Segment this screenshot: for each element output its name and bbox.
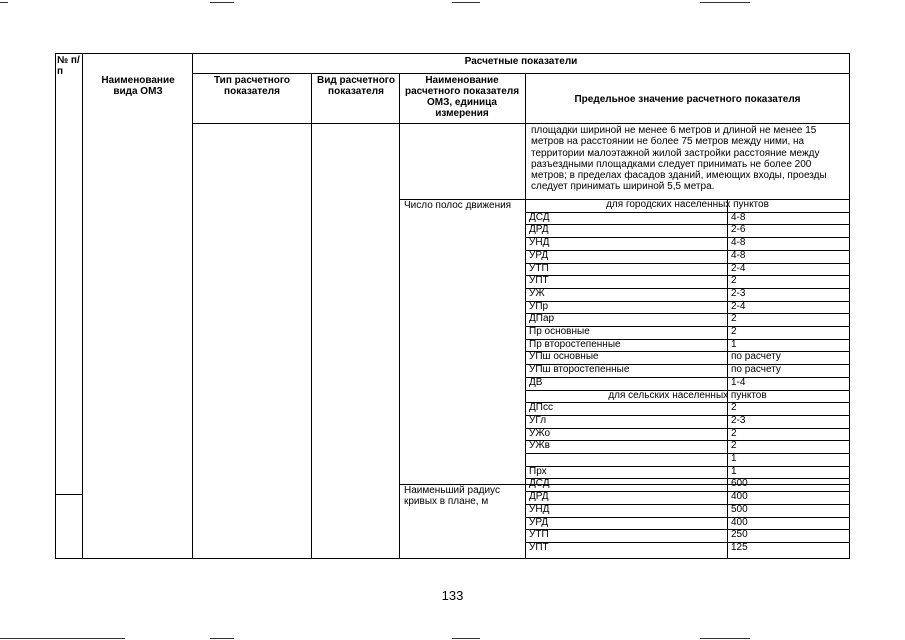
row-name: УНД bbox=[529, 237, 550, 249]
row-divider bbox=[525, 402, 850, 403]
row-value: 2-3 bbox=[731, 287, 746, 299]
row-divider bbox=[525, 466, 850, 467]
row-value: 4-8 bbox=[731, 237, 746, 249]
header-kind: Вид расчетного показателя bbox=[317, 75, 395, 97]
rural-title: для сельских населенных пунктов bbox=[608, 389, 767, 401]
row-divider bbox=[525, 517, 850, 518]
row-name: УПш основные bbox=[529, 351, 599, 363]
scan-edge-line bbox=[0, 638, 125, 639]
row-value: 500 bbox=[731, 503, 748, 515]
row-value: 2-4 bbox=[731, 300, 746, 312]
scan-edge-line bbox=[700, 2, 750, 3]
row-name: Прх bbox=[529, 465, 547, 477]
row-value: 400 bbox=[731, 491, 748, 503]
row-value: 2-4 bbox=[731, 262, 746, 274]
scan-edge-line bbox=[700, 638, 750, 639]
scan-edge-line bbox=[0, 2, 8, 3]
row-name: УЖ bbox=[529, 287, 545, 299]
row-divider bbox=[525, 250, 850, 251]
row-name: Пр основные bbox=[529, 326, 590, 337]
row-value: 2-3 bbox=[731, 414, 746, 426]
row-divider bbox=[525, 478, 850, 479]
row-divider bbox=[525, 313, 850, 314]
row-value: 4-8 bbox=[731, 211, 746, 223]
row-divider bbox=[525, 453, 850, 454]
row-value: 400 bbox=[731, 516, 748, 528]
row-name: УГл bbox=[529, 414, 547, 426]
row-divider bbox=[525, 212, 850, 213]
row-value: 2-6 bbox=[731, 224, 746, 236]
column-divider bbox=[311, 73, 312, 559]
row-name: ДРД bbox=[529, 224, 549, 236]
row-name: УПр bbox=[529, 300, 549, 312]
row-name: УЖо bbox=[529, 427, 551, 439]
row-value: 1 bbox=[731, 338, 737, 350]
column-divider bbox=[82, 53, 83, 559]
row-value: 1 bbox=[731, 465, 737, 477]
row-name: УРД bbox=[529, 516, 549, 528]
scan-edge-line bbox=[452, 2, 480, 3]
row-name: ДПар bbox=[529, 313, 555, 325]
row-name: УЖв bbox=[529, 440, 550, 452]
lanes-label: Число полос движения bbox=[404, 200, 512, 211]
column-divider bbox=[399, 73, 400, 559]
row-divider bbox=[525, 415, 850, 416]
row-name: УРД bbox=[529, 249, 549, 261]
row-divider bbox=[525, 529, 850, 530]
row-value: 2 bbox=[731, 313, 737, 325]
row-name: ДСД bbox=[529, 478, 550, 490]
row-name: УПш второстепенные bbox=[529, 364, 630, 376]
header-type: Тип расчетного показателя bbox=[213, 75, 291, 97]
intro-text: площадки шириной не менее 6 метров и длиной не менее 15 метров на расстоянии не более 75 метров между ними, на территории малоэтажной жилой застройки расстояние между разъездными площадками следует принимать не более 200 метров; в пределах фасадов зданий, имеющих входы, проезды следует принимать шириной 5,5 метра. bbox=[531, 125, 827, 193]
page-number: 133 bbox=[441, 588, 464, 603]
row-divider bbox=[525, 440, 850, 441]
column-divider bbox=[192, 53, 193, 559]
row-divider bbox=[525, 377, 850, 378]
header-indicator: Наименование расчетного показателя ОМЗ, единица измерения bbox=[404, 75, 520, 119]
row-divider bbox=[525, 237, 850, 238]
row-value: 2 bbox=[731, 427, 737, 439]
row-value: 2 bbox=[731, 440, 737, 452]
row-value: 1 bbox=[731, 453, 737, 464]
row-value: по расчету bbox=[731, 351, 781, 363]
header-divider bbox=[192, 73, 850, 74]
row-name: ДВ bbox=[529, 376, 543, 388]
scan-edge-line bbox=[452, 638, 480, 639]
row-divider bbox=[525, 504, 850, 505]
row-value: 1-4 bbox=[731, 376, 746, 388]
row-divider bbox=[525, 428, 850, 429]
row-value: 2 bbox=[731, 402, 737, 414]
row-divider bbox=[525, 390, 850, 391]
row-divider bbox=[525, 275, 850, 276]
column-divider bbox=[525, 73, 526, 559]
row-divider bbox=[525, 301, 850, 302]
scan-edge-line bbox=[210, 638, 234, 639]
header-limit: Предельное значение расчетного показателя bbox=[574, 94, 801, 105]
row-divider bbox=[525, 288, 850, 289]
row-name: УНД bbox=[529, 503, 550, 515]
row-value: 250 bbox=[731, 529, 748, 541]
header-num: № п/п bbox=[57, 55, 80, 77]
row-value: по расчету bbox=[731, 364, 781, 376]
row-name: УТП bbox=[529, 262, 549, 274]
row-value: 2 bbox=[731, 326, 737, 337]
row-name: УПТ bbox=[529, 275, 549, 287]
row-divider bbox=[525, 491, 850, 492]
row-name: ДСД bbox=[529, 211, 550, 223]
row-value: 4-8 bbox=[731, 249, 746, 261]
row-value: 125 bbox=[731, 541, 748, 553]
row-name: УПТ bbox=[529, 541, 549, 553]
radius-label: Наименьший радиус кривых в плане, м bbox=[404, 485, 500, 508]
row-name: ДПсс bbox=[529, 402, 553, 414]
header-divider bbox=[192, 123, 850, 124]
scan-edge-line bbox=[210, 2, 234, 3]
header-name: Наименование вида ОМЗ bbox=[101, 75, 175, 97]
row-name: УТП bbox=[529, 529, 549, 541]
row-divider bbox=[525, 263, 850, 264]
column-divider bbox=[727, 199, 728, 559]
row-divider bbox=[525, 542, 850, 543]
row-value: 2 bbox=[731, 275, 737, 287]
row-name: ДРД bbox=[529, 491, 549, 503]
row-divider bbox=[55, 494, 83, 495]
row-value: 600 bbox=[731, 478, 748, 490]
urban-title: для городских населенных пунктов bbox=[606, 199, 769, 210]
row-name: Пр второстепенные bbox=[529, 338, 621, 350]
row-divider bbox=[525, 224, 850, 225]
header-group: Расчетные показатели bbox=[464, 56, 578, 67]
